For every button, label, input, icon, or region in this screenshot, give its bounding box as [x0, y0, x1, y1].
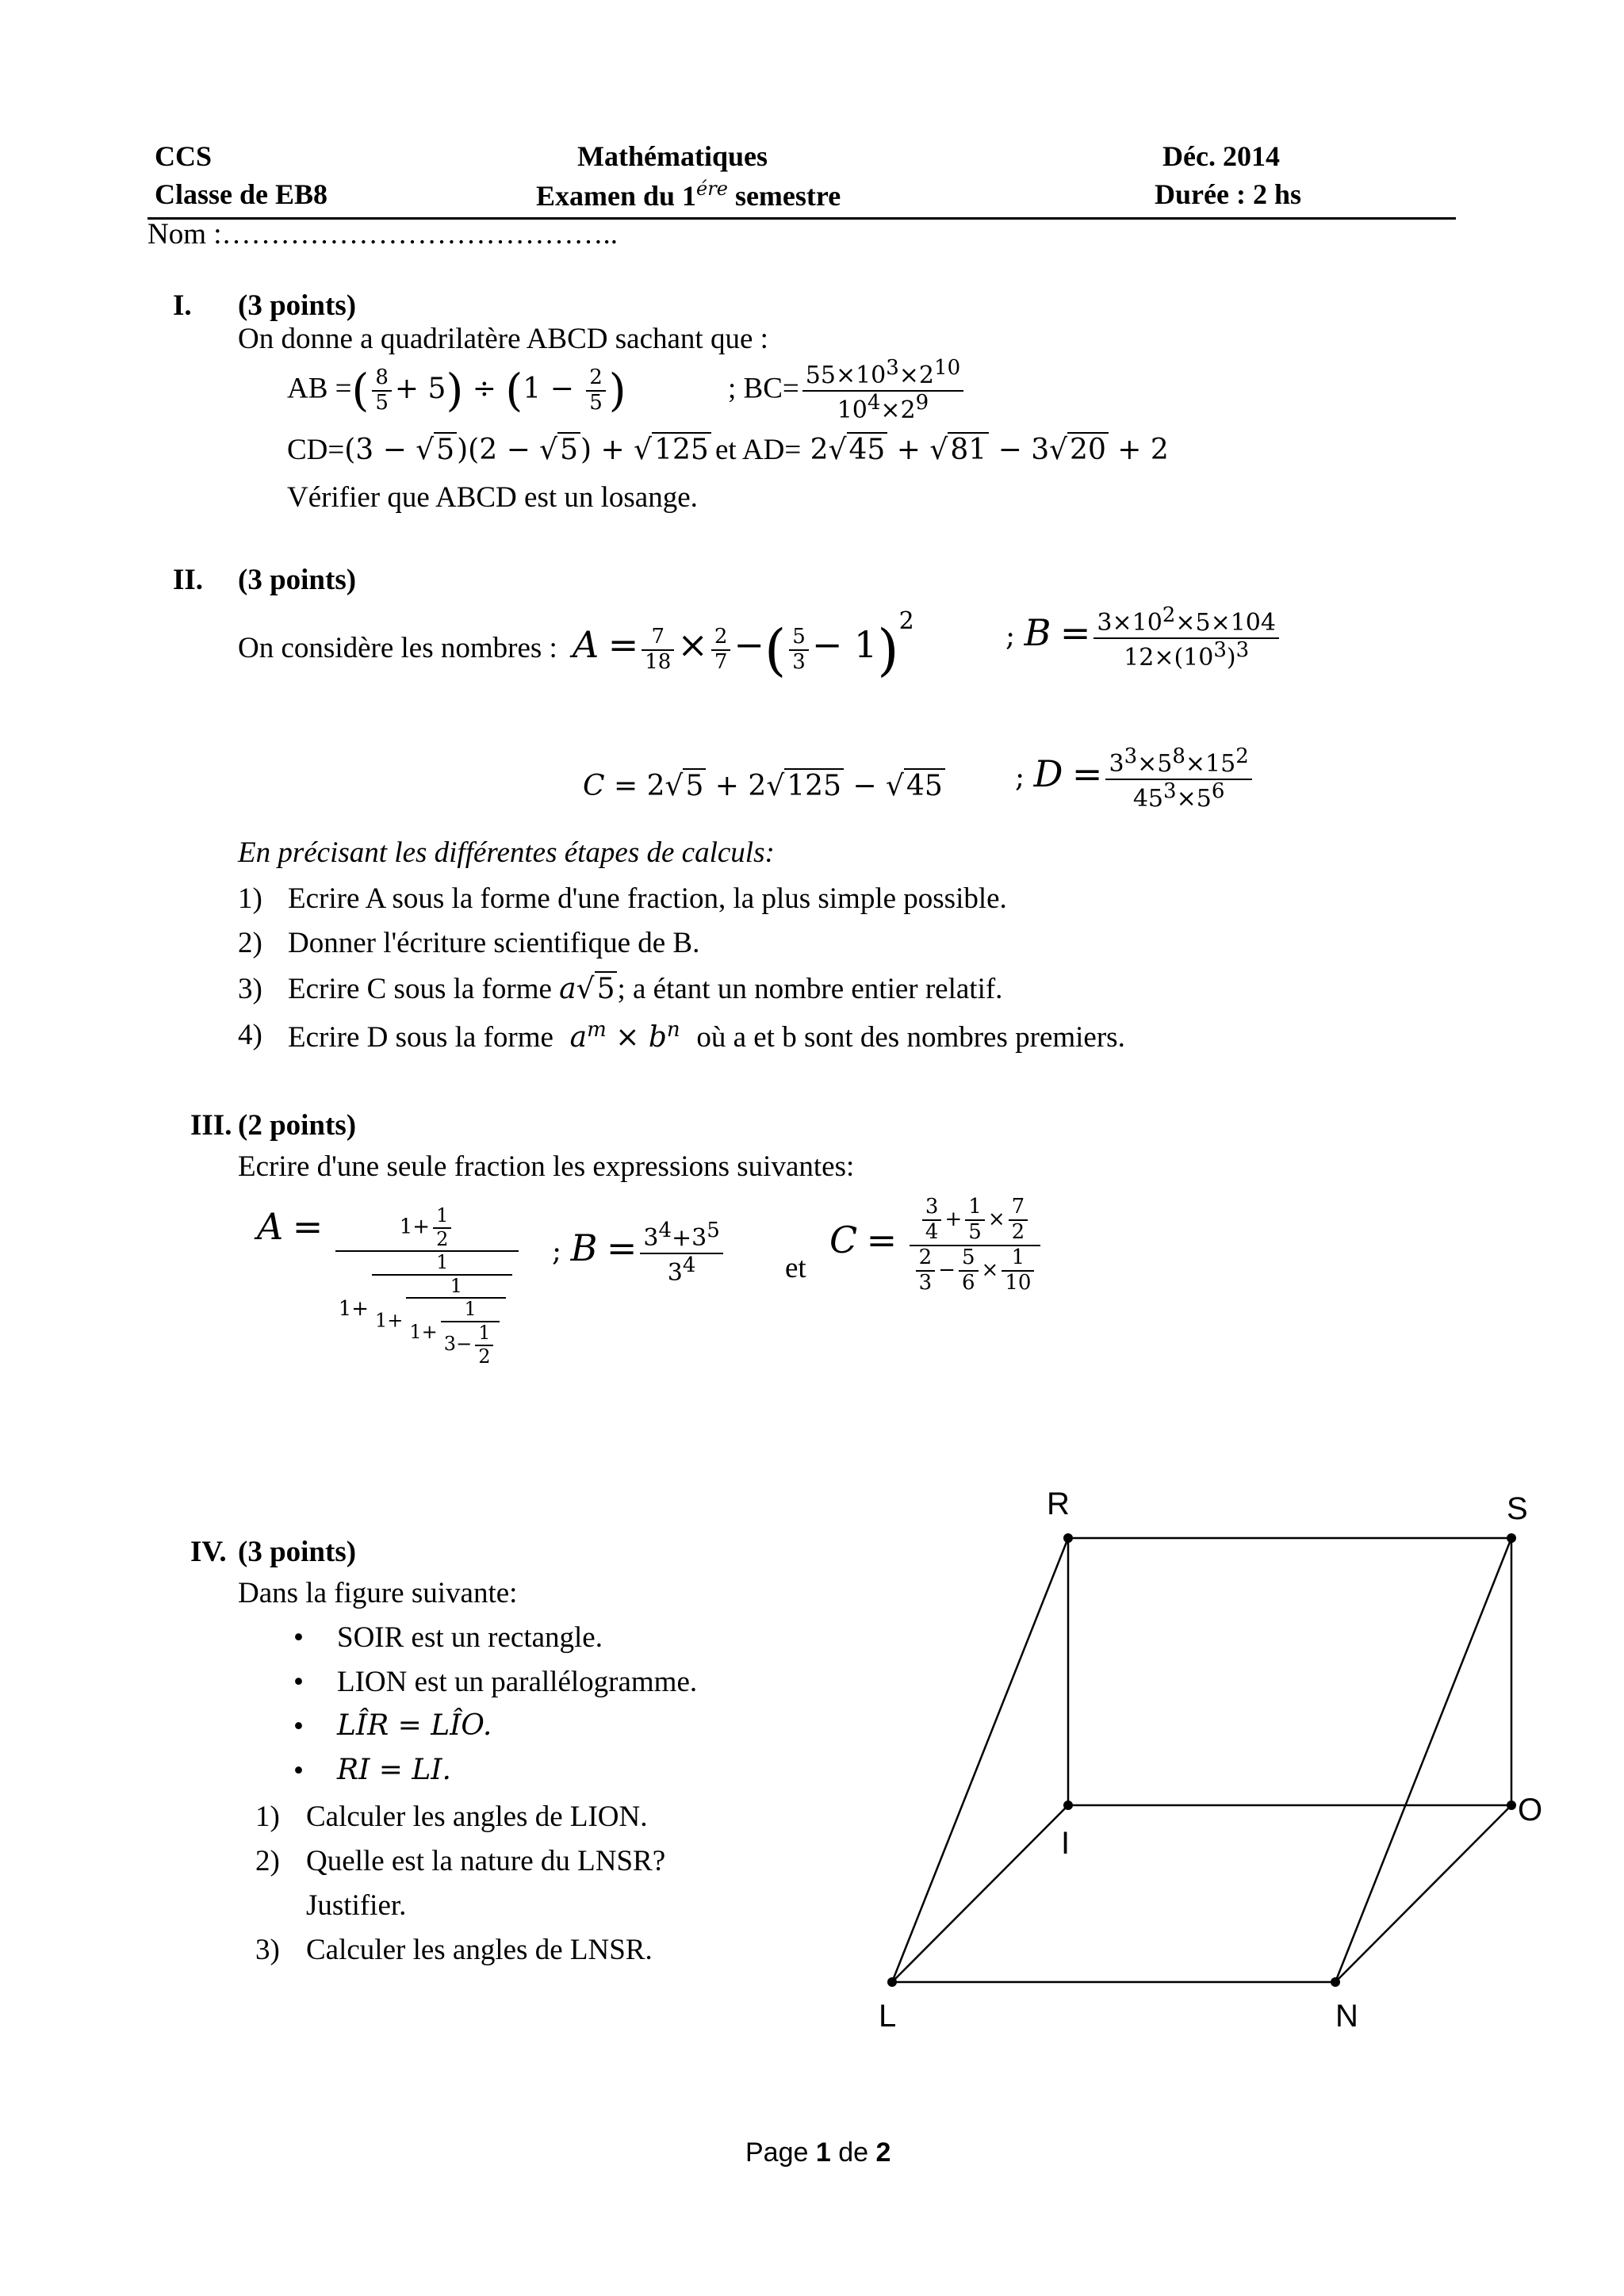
exam-title-tail: semestre: [727, 180, 841, 212]
footer-of-word: de: [838, 2137, 869, 2168]
point-l: [887, 1977, 897, 1987]
label-l: L: [879, 1999, 897, 2034]
label-n: N: [1335, 1999, 1358, 2034]
q-number: 2): [238, 927, 262, 959]
ex2-expression-a: A = $\frac{7}{18}$ × $\frac{2}{7}$ −( $\frac{5}{3}$ − 1)$^2$: [573, 607, 914, 683]
q-text: Donner l'écriture scientifique de B.: [288, 927, 700, 959]
q-text: Ecrire C sous la forme: [288, 973, 552, 1005]
bullet-text: SOIR est un rectangle.: [337, 1621, 603, 1654]
ex3-expression-b: ; B = $\frac{3^4+3^5}{3^4}$: [552, 1219, 726, 1287]
ex1-number: I.: [173, 289, 192, 322]
q-text: Calculer les angles de LNSR.: [306, 1934, 653, 1966]
q-text: Quelle est la nature du LNSR?: [306, 1845, 666, 1877]
label-r: R: [1047, 1487, 1070, 1521]
bullet-icon: •: [293, 1666, 304, 1698]
bullet-text: RI = LI.: [337, 1754, 451, 1786]
ex1-ad-expression: et AD= 2√45 + √81 − 3√20 + 2: [715, 434, 1169, 466]
q-number: 3): [238, 973, 262, 1005]
ex4-intro: Dans la figure suivante:: [238, 1577, 518, 1609]
ex1-bc-expression: ; BC= $\frac{55\times 10^3\times 2^{10}}{10^4\times 2^9}$: [728, 357, 967, 424]
exam-duration: Durée : 2 hs: [1155, 178, 1301, 210]
label-s: S: [1507, 1491, 1528, 1526]
bullet-icon: •: [293, 1755, 304, 1787]
footer-page-total: 2: [875, 2137, 891, 2168]
ab-label: AB =: [287, 372, 352, 405]
ex2-points: (3 points): [238, 564, 357, 596]
ex2-hint: En précisant les différentes étapes de calculs:: [238, 836, 775, 869]
ex2-question-4: 4) Ecrire D sous la forme $a^m \times b^n$ où a et b sont des nombres premiers.: [238, 1018, 1125, 1054]
footer-page-word: Page: [745, 2137, 809, 2168]
segment-li: [892, 1805, 1071, 1982]
ex2-question-3: 3) Ecrire C sous la forme a√5; a étant un nombre entier relatif.: [238, 973, 1003, 1005]
segment-lr: [892, 1538, 1071, 1982]
ex2-expression-c: C = 2√5 + 2√125 − √45: [583, 769, 945, 803]
q-text: Calculer les angles de LION.: [306, 1800, 648, 1833]
ex1-cd-expression: CD=(3 − √5)(2 − √5) + √125: [287, 433, 711, 467]
q-text: Ecrire D sous la forme: [288, 1021, 553, 1054]
q-text-tail: ; a étant un nombre entier relatif.: [617, 973, 1003, 1005]
subject: Mathématiques: [577, 140, 768, 172]
ex4-number: IV.: [190, 1536, 227, 1568]
cd-label: CD=: [287, 434, 345, 466]
q-number: 1): [238, 882, 262, 915]
point-s: [1507, 1533, 1516, 1543]
ex3-points: (2 points): [238, 1109, 357, 1142]
ex2-expression-b: ; B = $\frac{3\times 10^2\times 5\times 104}{12\times(10^3)^3}$: [1005, 604, 1282, 672]
ex3-expression-a: A = 1+ $\frac{1}{2}$ 1+ 1 1+ 1 1+ 1 3− $\frac{1}{2}$: [257, 1205, 522, 1368]
segment-no: [1335, 1805, 1511, 1982]
ex1-ab-expression: AB =( $\frac{8}{5}$ + 5) ÷ (1 − $\frac{2}{5}$ ): [287, 365, 626, 416]
ex4-points: (3 points): [238, 1536, 357, 1568]
q-text-tail: où a et b sont des nombres premiers.: [696, 1021, 1125, 1054]
label-o: O: [1518, 1793, 1543, 1827]
q-number: 4): [238, 1019, 262, 1051]
ex3-number: III.: [190, 1109, 232, 1142]
class-name: Classe de EB8: [155, 178, 328, 210]
bullet-icon: •: [293, 1621, 304, 1654]
page-footer: [745, 2137, 891, 2168]
school-name: CCS: [155, 140, 213, 172]
q-text: Justifier.: [306, 1889, 407, 1922]
q-text: Ecrire A sous la forme d'une fraction, la plus simple possible.: [288, 882, 1007, 915]
q-number: 3): [255, 1934, 280, 1966]
ex3-expression-c: C = $\frac{3}{4}$ + $\frac{1}{5}$ × $\frac{7}{2}$ $\frac{2}{3}$ − $\frac{5}{6}$ × $\frac{1}{10}$: [829, 1196, 1044, 1295]
bc-label: ; BC=: [728, 372, 799, 405]
point-n: [1331, 1977, 1340, 1987]
ex3-intro: Ecrire d'une seule fraction les expressions suivantes:: [238, 1150, 855, 1183]
ex2-expression-d: ; D = $\frac{3^3\times 5^8\times 15^2}{45^3\times 5^6}$: [1015, 745, 1255, 813]
q-number: 1): [255, 1800, 280, 1833]
ad-label: et AD=: [715, 434, 802, 466]
footer-page-number: 1: [815, 2137, 831, 2168]
point-r: [1063, 1533, 1073, 1543]
ex3-et: et: [785, 1252, 806, 1284]
name-line: Nom :…………………………………..: [147, 218, 619, 251]
ex1-intro: On donne a quadrilatère ABCD sachant que :: [238, 323, 768, 355]
segment-ns: [1335, 1538, 1511, 1982]
exam-date: Déc. 2014: [1162, 140, 1280, 172]
exam-title-main: Examen du 1: [536, 180, 697, 212]
point-o: [1507, 1800, 1516, 1810]
bullet-text: LÎR = LÎO.: [337, 1709, 492, 1742]
ex1-points: (3 points): [238, 289, 357, 322]
point-i: [1063, 1800, 1073, 1810]
bullet-icon: •: [293, 1710, 304, 1743]
ex1-verify: Vérifier que ABCD est un losange.: [287, 481, 698, 514]
exam-title-sup: ére: [696, 178, 728, 200]
ex2-number: II.: [173, 564, 204, 596]
ex2-intro: On considère les nombres :: [238, 632, 557, 664]
label-i: I: [1061, 1826, 1071, 1861]
bullet-text: LION est un parallélogramme.: [337, 1666, 698, 1698]
q-number: 2): [255, 1845, 280, 1877]
